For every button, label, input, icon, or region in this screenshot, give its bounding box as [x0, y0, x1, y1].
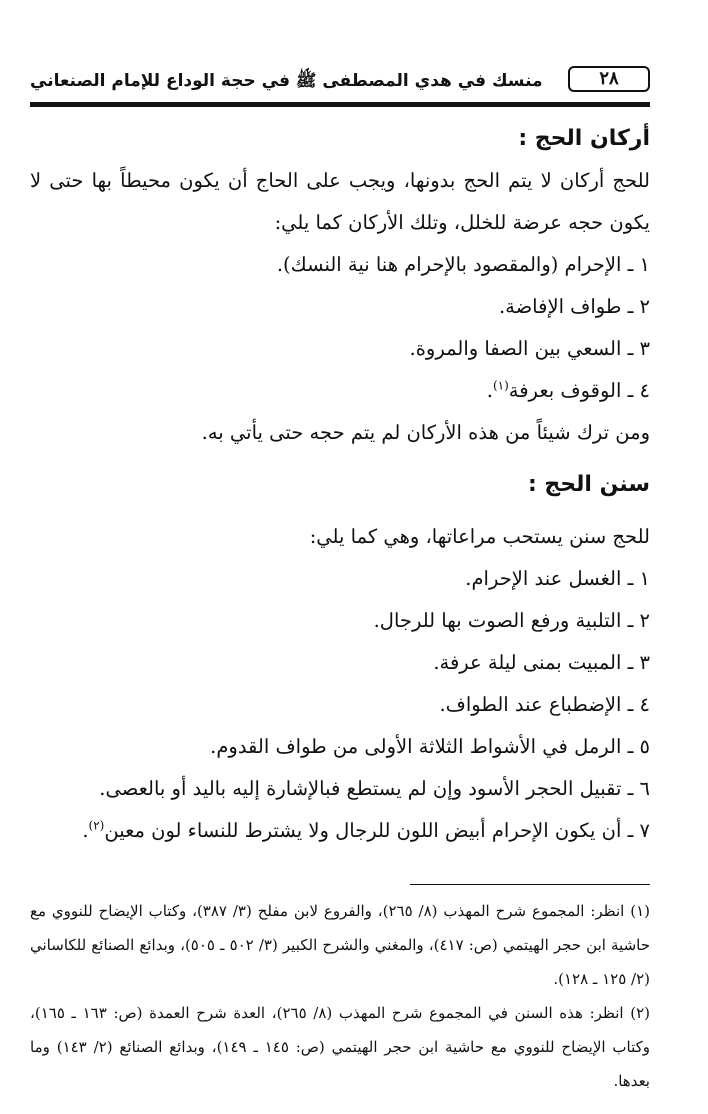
footnote-rule — [410, 884, 650, 885]
sunan-item-5: ٥ ـ الرمل في الأشواط الثلاثة الأولى من طواف القدوم. — [210, 735, 650, 758]
running-title: منسك في هدي المصطفى ﷺ في حجة الوداع للإمام الصنعاني — [30, 71, 543, 91]
page-header — [30, 60, 650, 96]
sunan-item-7-end: . — [82, 819, 89, 842]
footnote-ref-2[interactable]: (٢) — [88, 818, 105, 833]
pillar-item-4-end: . — [486, 379, 493, 402]
header-rule — [30, 102, 650, 107]
sunan-item-7-text: ٧ ـ أن يكون الإحرام أبيض اللون للرجال ولا يشترط للنساء لون معين — [104, 819, 650, 842]
sunan-item-6: ٦ ـ تقبيل الحجر الأسود وإن لم يستطع فبالإشارة إليه باليد أو بالعصى. — [99, 777, 650, 800]
pillar-item-4-text: ٤ ـ الوقوف بعرفة — [508, 379, 650, 402]
sunan-item-7 — [30, 810, 650, 852]
sunan-intro: للحج سنن يستحب مراعاتها، وهي كما يلي: — [309, 525, 650, 548]
pillar-item-3: ٣ ـ السعي بين الصفا والمروة. — [409, 337, 650, 360]
pillars-heading: أركان الحج : — [518, 126, 650, 151]
footnote-2: (٢) انظر: هذه السنن في المجموع شرح المهذب (٨/ ٢٦٥)، العدة شرح العمدة (ص: ١٦٣ ـ ١٦٥)، وكتاب الإيضاح للنووي مع حاشية ابن حجر الهيتمي (ص: ١٤٥ ـ ١٤٩)، وبدائع الصنائع (٢/ ١٤٣) وما بعدها. — [30, 1004, 651, 1090]
sunan-item-3: ٣ ـ المبيت بمنى ليلة عرفة. — [433, 651, 650, 674]
footnotes — [30, 894, 650, 1098]
footnote-1: (١) انظر: المجموع شرح المهذب (٨/ ٢٦٥)، والفروع لابن مفلح (٣/ ٣٨٧)، وكتاب الإيضاح للنووي مع حاشية ابن حجر الهيتمي (ص: ٤١٧)، والمغني والشرح الكبير (٣/ ٥٠٢ ـ ٥٠٥)، وبدائع الصنائع للكاساني (٢/ ١٢٥ ـ ١٢٨). — [30, 902, 650, 988]
pillar-item-4 — [30, 370, 650, 412]
page-number-box — [568, 66, 650, 92]
pillars-closing: ومن ترك شيئاً من هذه الأركان لم يتم حجه حتى يأتي به. — [201, 421, 650, 444]
pillar-item-2: ٢ ـ طواف الإفاضة. — [498, 295, 650, 318]
pillar-item-1: ١ ـ الإحرام (والمقصود بالإحرام هنا نية النسك). — [276, 253, 650, 276]
sunan-item-2: ٢ ـ التلبية ورفع الصوت بها للرجال. — [373, 609, 650, 632]
sunan-heading: سنن الحج : — [527, 472, 650, 497]
main-text — [30, 118, 650, 852]
page-number: ٢٨ — [599, 68, 619, 89]
footnote-ref-1[interactable]: (١) — [492, 378, 509, 393]
sunan-item-4: ٤ ـ الإضطباع عند الطواف. — [439, 693, 650, 716]
sunan-item-1: ١ ـ الغسل عند الإحرام. — [465, 567, 650, 590]
pillars-intro: للحج أركان لا يتم الحج بدونها، ويجب على الحاج أن يكون محيطاً بها حتى لا يكون حجه عرضة للخلل، وتلك الأركان كما يلي: — [30, 169, 650, 234]
